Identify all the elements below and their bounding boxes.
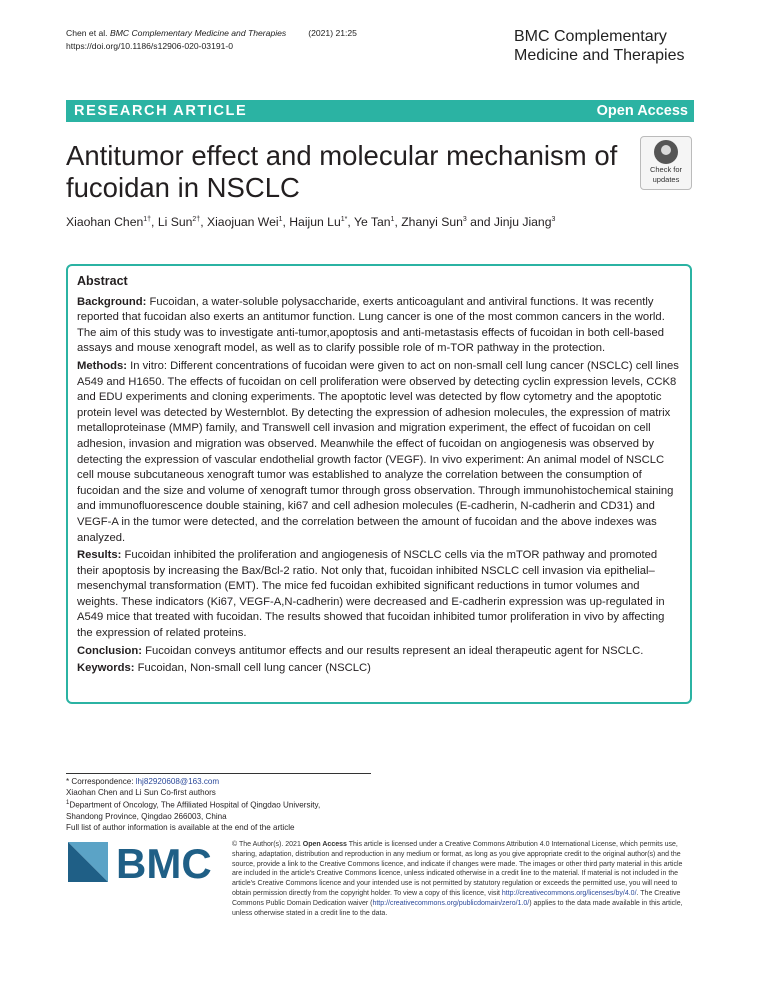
correspondence-email[interactable]: lhj82920608@163.com: [135, 777, 220, 786]
bmc-logo-text: BMC: [116, 840, 212, 884]
author: Jinju Jiang$^3$: [493, 215, 556, 229]
author: Haijun $Lu^{1*}$: [289, 215, 348, 229]
running-header: [66, 27, 357, 53]
license-link[interactable]: http://creativecommons.org/licenses/by/4.0/: [501, 889, 637, 897]
author: Li Sun$^{2\dagger}$: [157, 215, 201, 229]
citation-authors: Chen et al.: [66, 28, 108, 38]
abstract-box: [66, 264, 692, 704]
full-author-info-note: Full list of author information is available at the end of the article: [66, 822, 295, 832]
article-type-banner: [66, 100, 694, 122]
abstract-conclusion: Conclusion: Fucoidan conveys antitumor effects and our results represent an ideal therapeutic agent for NSCLC.: [77, 644, 644, 657]
open-access-label: Open Access: [596, 103, 688, 119]
abstract-heading: Abstract: [77, 274, 128, 288]
doi-link[interactable]: https://doi.org/10.1186/s12906-020-03191-0: [66, 41, 234, 51]
author: Zhanyi Sun$^3$: [401, 215, 467, 229]
citation-year: (2021) 21:25: [308, 28, 357, 38]
footnote-divider: [66, 773, 371, 774]
abstract-results: Results: Fucoidan inhibited the proliferation and angiogenesis of NSCLC cells via the mTOR pathway and promoted their apoptosis by increasing the Bax/Bcl-2 ratio. Not only that, fucoidan inhibited NSCLC cell invasion via epithelial–mesenchymal transformation (EMT). The mice fed fucoidan exhibited significant reductions in tumor volumes and weights. These indicators (Ki67, VEGF-A,N-cadherin) were decreased and E-cadherin expression was up-regulated in A549 mice that treated with fucoidan. The results showed that fucoidan inhibited tumor proliferation in vivo by affecting the expression of related proteins.: [77, 549, 665, 640]
author: Xiaojuan Wei$^1$: [206, 215, 283, 229]
abstract-background: Background: Fucoidan, a water-soluble polysaccharide, exerts anticoagulant and antiviral functions. It was recently reported that fucoidan also exerts an antitumor function. Lung cancer is one of the most common cancers in the world. The aim of this study was to investigate anti-tumor,apoptosis and anti-metastasis effects of fucoidan in both cell-based assays and mouse xenograft model, as well as to clarify possible role of m-TOR pathway in the protection.: [77, 295, 665, 355]
license-statement: © The Author(s). 2021 Open Access This article is licensed under a Creative Commons Attribution 4.0 International License, which permits use, sharing, adaptation, distribution and reproduction in any medium or format, as long as you give appropriate credit to the original author(s) and the source, provide a link to the Creative Commons licence, and indicate if changes were made. The images or other third party material in this article are included in the article's Creative Commons licence, unless indicated otherwise in a credit line to the material. If material is not included in the article's Creative Commons licence and your intended use is not permitted by statutory regulation or exceeds the permitted use, you will need to obtain permission directly from the copyright holder. To view a copy of this licence, visit http://creativecommons.org/licenses/by/4.0/. The Creative Commons Public Domain Dedication waiver (http://creativecommons.org/publicdomain/zero/1.0/) applies to the data made available in this article, unless otherwise stated in a credit line to the data.: [232, 841, 683, 917]
article-type: RESEARCH ARTICLE: [74, 103, 248, 119]
cofirst-note: Xiaohan Chen and Li Sun Co-first authors: [66, 788, 216, 797]
author: Ye Tan$^1$: [353, 215, 395, 229]
footnotes: * Correspondence: lhj82920608@163.com Xiaohan Chen and Li Sun Co-first authors $^1$Department of Oncology, The Affiliated Hospital of Qingdao University, Shandong Province, Qingdao 266003, China Full list of author information is available at the end of the article: [66, 776, 396, 833]
affiliation: $^1$Department of Oncology, The Affiliated Hospital of Qingdao University,: [66, 800, 321, 810]
public-domain-link[interactable]: http://creativecommons.org/publicdomain/zero/1.0/: [372, 899, 530, 907]
author-list: Xiaohan Chen$^{1\dagger}$, Li Sun$^{2\dagger}$, Xiaojuan Wei$^1$, Haijun $Lu^{1*}$, Ye Tan$^1$, Zhanyi Sun$^3$ and Jinju Jiang$^3$: [66, 215, 556, 229]
abstract-keywords: Keywords: Fucoidan, Non-small cell lung cancer (NSCLC): [77, 662, 371, 675]
check-for-updates-badge[interactable]: Check for updates: [640, 136, 692, 190]
citation-journal: BMC Complementary Medicine and Therapies: [109, 28, 287, 38]
author: Xiaohan Chen$^{1\dagger}$: [66, 215, 152, 229]
bmc-logo: [66, 840, 226, 884]
check-updates-icon: [654, 140, 678, 164]
article-title: Antitumor effect and molecular mechanism of fucoidan in NSCLC: [66, 140, 618, 203]
bmc-logo-icon: [66, 840, 226, 884]
abstract-methods: Methods: In vitro: Different concentrations of fucoidan were given to act on non-small cell lung cancer (NSCLC) cell lines A549 and H1650. The effects of fucoidan on cell proliferation were observed by detecting cyclin expression levels, CCK8 and EDU experiments and cloning experiments. The apoptotic level was detected by flow cytometry and the apoptotic protein level was detected by Westernblot. By detecting the expression of adhesion molecules, the expression of matrix metalloproteinase (MMP) family, and Transwell cell invasion and migration experiment, the effect of fucoidan on cell adhesion, invasion and migration was observed. Meanwhile the effect of fucoidan on angiogenesis was observed by detecting the expression of vascular endothelial growth factor (VEGF). In vivo experiment: An animal model of NSCLC cell mouse subcutaneous xenograft tumor was established to analyze the correlation between the consumption of fucoidan and the size and volume of xenograft tumor through gross observation. Through immunohistochemical staining and immunofluorescence double staining, ki67 and cell adhesion molecules (E-cadherin, N-cadherin and CD31) and VEGF-A in the tumor were detected, and the correlation between the amount of fucoidan and the above indexes was analyzed.: [77, 359, 679, 544]
journal-name: BMC Complementary Medicine and Therapies: [514, 28, 685, 64]
